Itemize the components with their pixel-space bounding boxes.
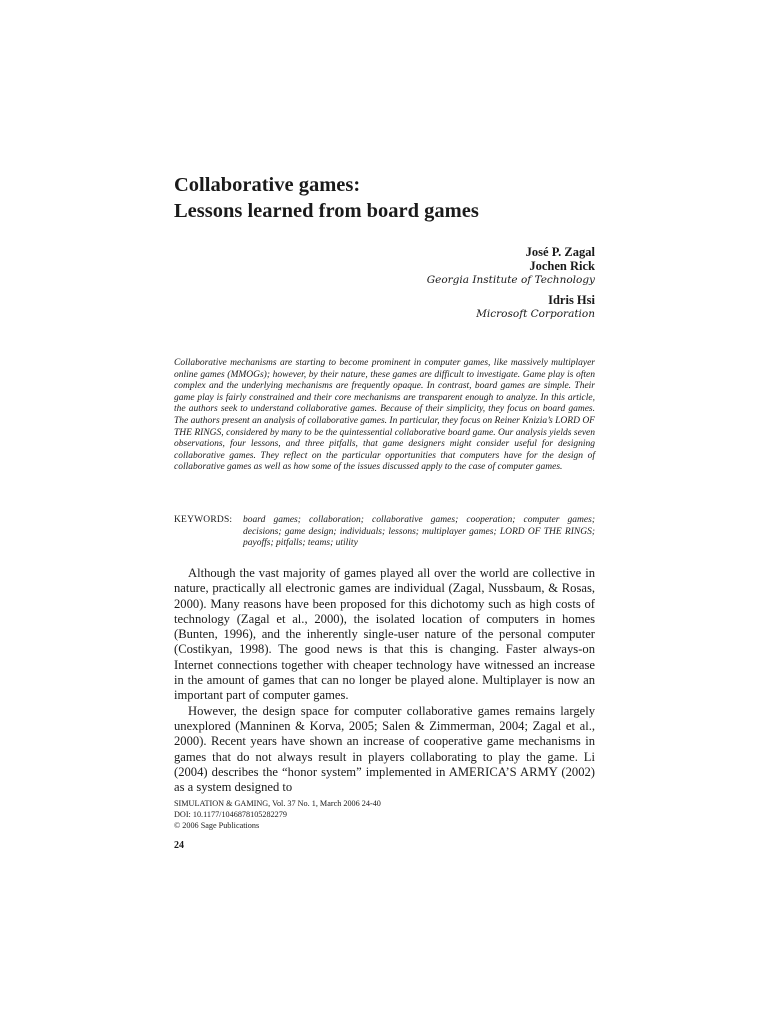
author-name: José P. Zagal [525, 245, 595, 259]
keywords-label: KEYWORDS: [174, 515, 233, 525]
title-line-2: Lessons learned from board games [174, 200, 479, 222]
author-name: Idris Hsi [548, 293, 595, 307]
page-number: 24 [174, 840, 184, 851]
body-paragraph: Although the vast majority of games played all over the world are collective in nature, practically all electronic games are individual (Zagal, Nussbaum, & Rosas, 2000). Many reasons have been proposed for this dichotomy such as high costs of technology (Zagal et al., 2000), the isolated location of computers in homes (Bunten, 1996), and the inherently single-user nature of the personal computer (Costikyan, 1998). The good news is that this is changing. Faster always-on Internet connections together with cheaper technology have witnessed an increase in the amount of games that can no longer be played alone. Multiplayer is now an important part of computer games. [174, 566, 595, 703]
author-block [295, 245, 595, 321]
author-name: Jochen Rick [529, 259, 595, 273]
journal-citation: SIMULATION & GAMING, Vol. 37 No. 1, March 2006 24-40 [174, 799, 381, 808]
keywords-list: board games; collaboration; collaborative games; cooperation; computer games; decisions; game design; individuals; lessons; multiplayer games; LORD OF THE RINGS; payoffs; pitfalls; teams; utility [243, 515, 595, 549]
article-title [174, 172, 604, 224]
author-affiliation: Georgia Institute of Technology [426, 274, 595, 286]
title-line-1: Collaborative games: [174, 174, 361, 196]
publication-footer [174, 799, 595, 831]
author-affiliation: Microsoft Corporation [476, 308, 595, 320]
copyright: © 2006 Sage Publications [174, 820, 260, 830]
doi: DOI: 10.1177/1046878105282279 [174, 809, 287, 819]
abstract: Collaborative mechanisms are starting to become prominent in computer games, like massively multiplayer online games (MMOGs); however, by their nature, these games are difficult to investigate. Game play is often complex and the underlying mechanisms are frequently opaque. In contrast, board games are simple. Their game play is fairly constrained and their core mechanisms are transparent enough to analyze. In this article, the authors seek to understand collaborative games. Because of their simplicity, they focus on board games. The authors present an analysis of collaborative games. In particular, they focus on Reiner Knizia’s LORD OF THE RINGS, considered by many to be the quintessential collaborative board game. Our analysis yields seven observations, four lessons, and three pitfalls, that game designers might consider useful for designing collaborative games. They reflect on the particular opportunities that computers have for the design of collaborative games as well as how some of the issues discussed apply to the case of computer games. [174, 358, 595, 473]
body-text [174, 566, 595, 795]
body-paragraph: However, the design space for computer collaborative games remains largely unexplored (Manninen & Korva, 2005; Salen & Zimmerman, 2004; Zagal et al., 2000). Recent years have shown an increase of cooperative game mechanisms in games that do not always result in players collaborating to play the game. Li (2004) describes the “honor system” implemented in AMERICA’S ARMY (2002) as a system designed to [174, 703, 595, 795]
keywords-block [174, 515, 595, 550]
